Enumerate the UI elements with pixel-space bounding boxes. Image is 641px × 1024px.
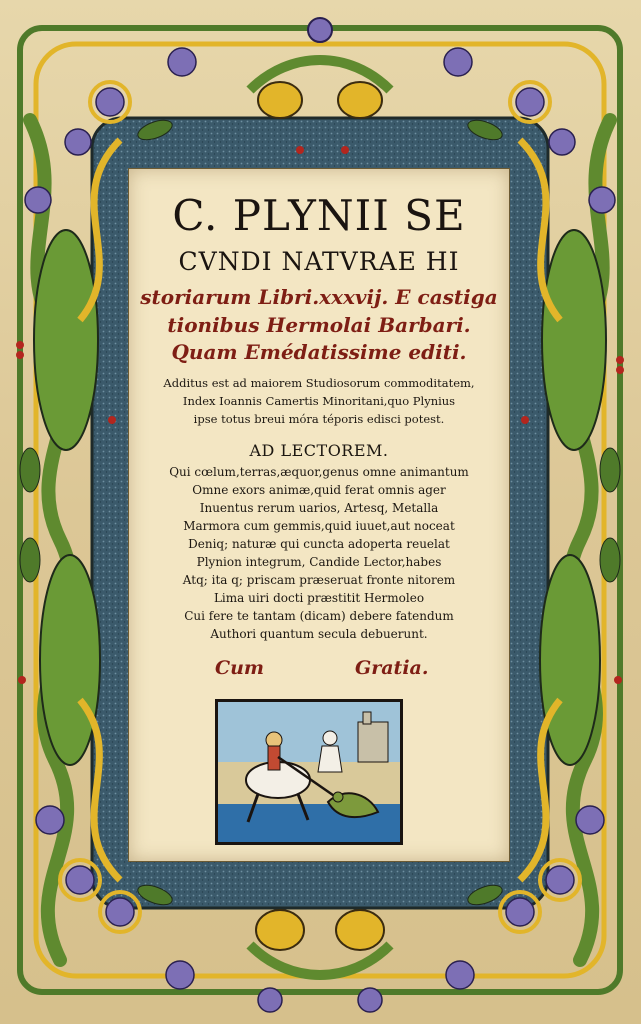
- notice-line-3: ipse totus breui móra téporis edisci potest.: [193, 412, 445, 426]
- poem-line: Inuentus rerum uarios, Artesq, Metalla: [199, 501, 439, 515]
- privilege-cum: Cum: [215, 657, 265, 679]
- title-line-4: tionibus Hermolai Barbari.: [167, 313, 471, 337]
- woodcut-saint-george-dragon: [215, 699, 403, 845]
- poem-line: Omne exors animæ,quid ferat omnis ager: [192, 483, 446, 497]
- notice-line-2: Index Ioannis Camertis Minoritani,quo Plynius: [182, 394, 456, 408]
- poem-heading: AD LECTOREM.: [249, 441, 389, 460]
- poem-line: Plynion integrum, Candide Lector,habes: [196, 555, 442, 569]
- poem-line: Authori quantum secula debuerunt.: [210, 627, 428, 641]
- poem-line: Marmora cum gemmis,quid iuuet,aut noceat: [183, 519, 455, 533]
- poem-line: Qui cœlum,terras,æquor,genus omne animantum: [169, 465, 469, 479]
- poem-line: Lima uiri docti præstitit Hermoleo: [213, 591, 425, 605]
- title-line-2: CVNDI NATVRAE HI: [178, 247, 460, 276]
- notice-line-1: Additus est ad maiorem Studiosorum commoditatem,: [163, 376, 475, 390]
- privilege-gratia: Gratia.: [355, 657, 429, 679]
- poem-line: Cui fere te tantam (dicam) debere fatendum: [184, 609, 454, 623]
- text-panel: [128, 168, 510, 862]
- title-line-5: Quam Emédatissime editi.: [171, 340, 467, 364]
- title-line-1: C. PLYNII SE: [172, 191, 466, 240]
- poem-line: Atq; ita q; priscam præseruat fronte nitorem: [182, 573, 456, 587]
- title-line-3: storiarum Libri.xxxvij. E castiga: [140, 285, 498, 309]
- poem-line: Deniq; naturæ qui cuncta adoperta reuelat: [188, 537, 450, 551]
